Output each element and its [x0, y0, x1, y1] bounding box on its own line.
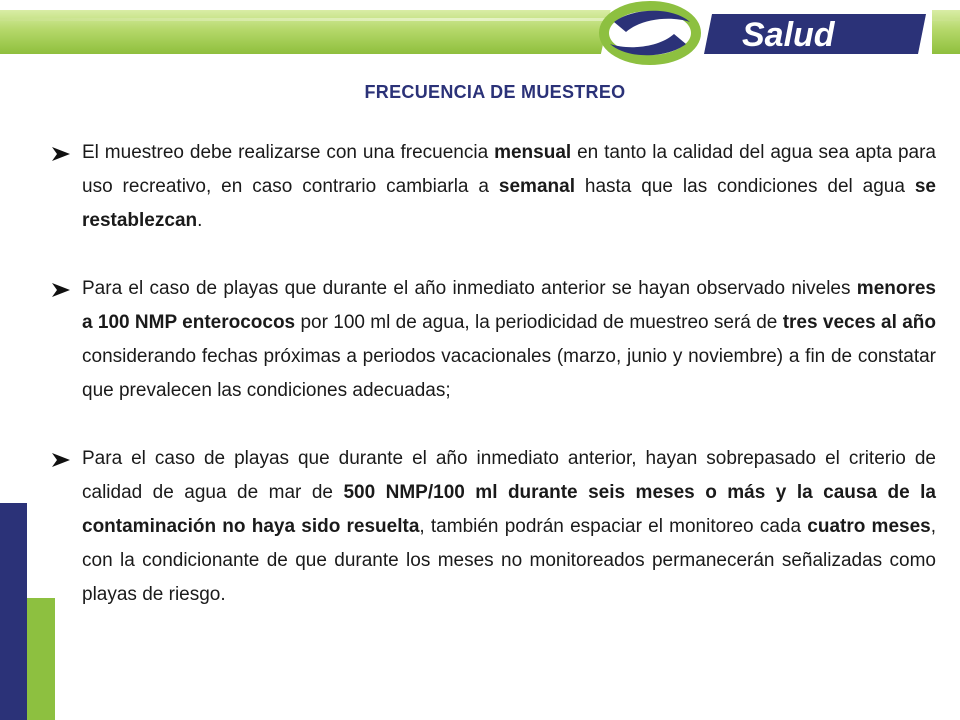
- bullet-emphasis: menores a 100 NMP enterococos: [82, 278, 936, 333]
- bullet-item: [50, 136, 936, 238]
- bullet-emphasis: semanal: [498, 176, 575, 197]
- bullet-emphasis: cuatro meses: [807, 516, 931, 537]
- bullet-text: , también podrán espaciar el monitoreo cada: [419, 516, 808, 537]
- bullet-emphasis: se restablezcan: [82, 176, 936, 231]
- bullet-emphasis: mensual: [494, 142, 572, 163]
- arrow-right-icon: [52, 283, 70, 297]
- bullet-item: [50, 272, 936, 408]
- bullet-text: considerando fechas próximas a periodos vacacionales (marzo, junio y noviembre) a fin de constatar que prevalecen las condiciones adecuadas;: [82, 346, 936, 401]
- bullet-text: hasta que las condiciones del agua: [574, 176, 915, 197]
- bullet-text: .: [197, 210, 203, 231]
- bullet-text: en tanto la calidad del agua sea apta para uso recreativo, en caso contrario cambiarla a: [82, 142, 936, 197]
- arrow-right-icon: [52, 453, 70, 467]
- bullet-text: El muestreo debe realizarse con una frecuencia: [82, 142, 495, 163]
- bullet-text: Para el caso de playas que durante el año inmediato anterior se hayan observado niveles: [82, 278, 857, 299]
- arrow-right-icon: [52, 147, 70, 161]
- bullet-item: [50, 442, 936, 612]
- bullet-emphasis: tres veces al año: [782, 312, 936, 333]
- bullet-text: Para el caso de playas que durante el año inmediato anterior, hayan sobrepasado el criterio de calidad de agua de mar de: [82, 448, 936, 503]
- salud-logo: [592, 0, 932, 66]
- slide-title: FRECUENCIA DE MUESTREO: [364, 82, 626, 102]
- left-accent-bar-blue: [0, 503, 27, 720]
- left-accent-bar-green: [27, 598, 55, 720]
- bullet-text: por 100 ml de agua, la periodicidad de muestreo será de: [295, 312, 783, 333]
- logo-text: Salud: [742, 16, 835, 54]
- bullet-list: [50, 136, 936, 612]
- bullet-text: , con la condicionante de que durante los meses no monitoreados permanecerán señalizadas como playas de riesgo.: [82, 516, 936, 605]
- bullet-emphasis: 500 NMP/100 ml durante seis meses o más y la causa de la contaminación no haya sido resuelta: [82, 482, 936, 537]
